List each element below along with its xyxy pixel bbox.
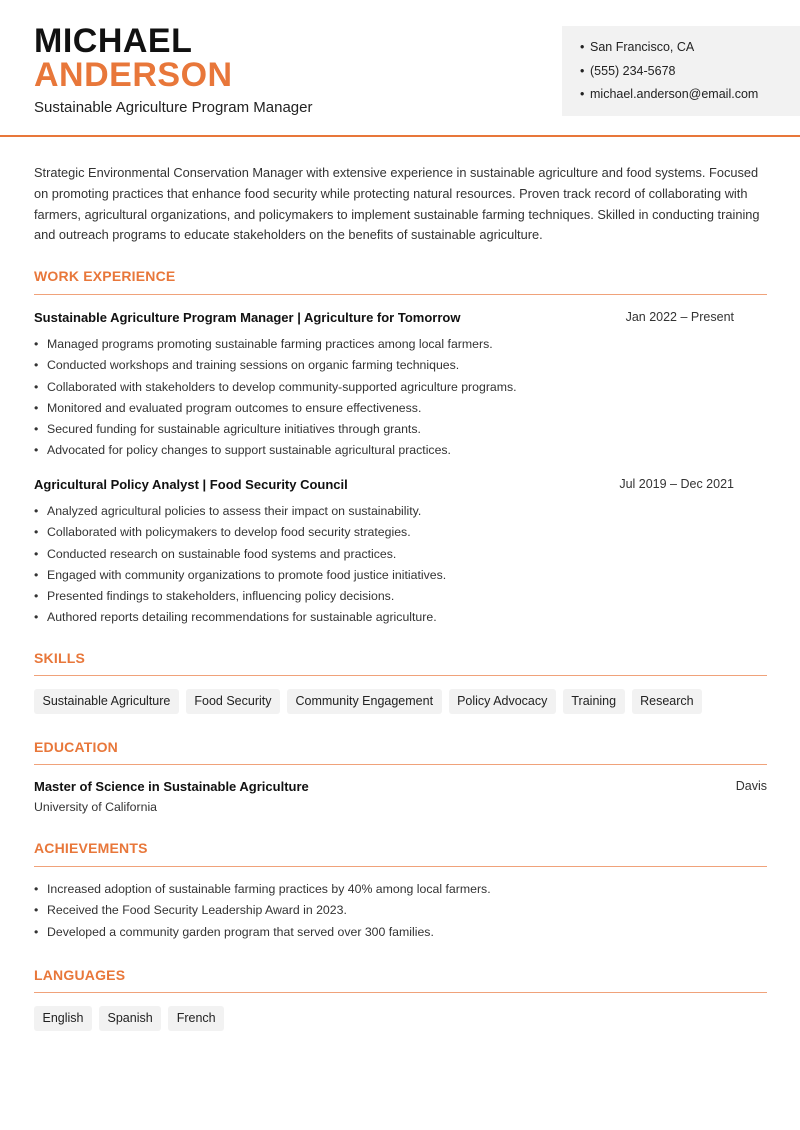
job-title-2 xyxy=(34,477,767,492)
list-item: • Conducted workshops and training sessions on organic farming techniques. xyxy=(34,357,767,378)
job-title: Sustainable Agriculture Program Manager xyxy=(34,99,313,116)
skill-chip: Policy Advocacy xyxy=(449,689,556,714)
contact-box xyxy=(562,26,800,116)
list-item: • Received the Food Security Leadership Award in 2023. xyxy=(34,902,767,923)
job-role-1: Sustainable Agriculture Program Manager | Agriculture for Tomorrow xyxy=(34,310,461,325)
list-item: • Managed programs promoting sustainable farming practices among local farmers. xyxy=(34,336,767,357)
contact-phone: • (555) 234-5678 xyxy=(580,63,800,87)
education-location: Davis xyxy=(735,779,767,793)
list-item: • Developed a community garden program that served over 300 families. xyxy=(34,924,767,945)
job-bullets-1 xyxy=(34,336,767,464)
section-divider xyxy=(34,992,767,993)
education-degree: Master of Science in Sustainable Agriculture xyxy=(34,779,309,794)
first-name: MICHAEL xyxy=(34,22,193,60)
skill-chip: Food Security xyxy=(186,689,280,714)
job-role-2: Agricultural Policy Analyst | Food Security Council xyxy=(34,477,348,492)
section-divider xyxy=(34,866,767,867)
achievements-list xyxy=(34,881,767,945)
achievements-heading: ACHIEVEMENTS xyxy=(34,840,148,856)
skill-chip: Training xyxy=(563,689,625,714)
language-chip: French xyxy=(168,1006,224,1031)
languages-chips xyxy=(34,1006,224,1031)
language-chip: English xyxy=(34,1006,92,1031)
job-bullets-2 xyxy=(34,503,767,631)
job-title-1 xyxy=(34,310,767,325)
list-item: • Increased adoption of sustainable farming practices by 40% among local farmers. xyxy=(34,881,767,902)
language-chip: Spanish xyxy=(99,1006,161,1031)
languages-heading: LANGUAGES xyxy=(34,967,126,983)
skills-heading: SKILLS xyxy=(34,650,85,666)
skill-chip: Sustainable Agriculture xyxy=(34,689,179,714)
section-divider xyxy=(34,764,767,765)
list-item: • Engaged with community organizations to promote food justice initiatives. xyxy=(34,567,767,588)
education-heading: EDUCATION xyxy=(34,739,118,755)
job-dates-2: Jul 2019 – Dec 2021 xyxy=(619,477,734,491)
list-item: • Presented findings to stakeholders, influencing policy decisions. xyxy=(34,588,767,609)
job-dates-1: Jan 2022 – Present xyxy=(625,310,734,324)
section-divider xyxy=(34,294,767,295)
skill-chip: Research xyxy=(632,689,703,714)
list-item: • Collaborated with policymakers to develop food security strategies. xyxy=(34,524,767,545)
list-item: • Monitored and evaluated program outcomes to ensure effectiveness. xyxy=(34,400,767,421)
list-item: • Conducted research on sustainable food systems and practices. xyxy=(34,546,767,567)
education-school: University of California xyxy=(34,800,158,814)
last-name: ANDERSON xyxy=(34,56,233,94)
work-experience-heading: WORK EXPERIENCE xyxy=(34,268,176,284)
list-item: • Collaborated with stakeholders to develop community-supported agriculture programs. xyxy=(34,379,767,400)
list-item: • Analyzed agricultural policies to assess their impact on sustainability. xyxy=(34,503,767,524)
list-item: • Advocated for policy changes to support sustainable agricultural practices. xyxy=(34,442,767,463)
skills-chips xyxy=(34,689,702,714)
list-item: • Secured funding for sustainable agriculture initiatives through grants. xyxy=(34,421,767,442)
resume-header xyxy=(0,0,800,137)
contact-email[interactable]: • michael.anderson@email.com xyxy=(580,86,800,110)
section-divider xyxy=(34,675,767,676)
summary-paragraph: Strategic Environmental Conservation Manager with extensive experience in sustainable agriculture and food systems. Focused on promoting practices that enhance food security while protecting natural resources. Proven track record of collaborating with farmers, agricultural organizations, and policymakers to implement sustainable farming techniques. Skilled in conducting training and outreach programs to educate stakeholders on the benefits of sustainable agriculture. xyxy=(34,165,760,243)
list-item: • Authored reports detailing recommendations for sustainable agriculture. xyxy=(34,609,767,630)
contact-location: • San Francisco, CA xyxy=(580,39,800,63)
skill-chip: Community Engagement xyxy=(287,689,442,714)
